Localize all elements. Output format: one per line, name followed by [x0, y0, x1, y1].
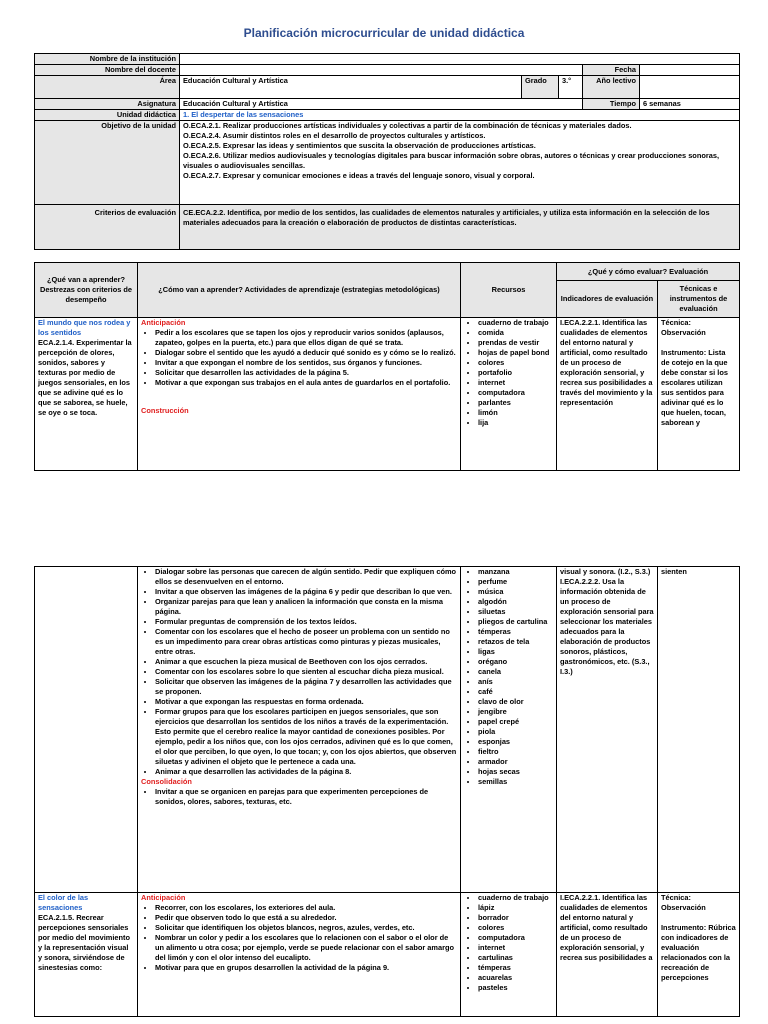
activity-item: • Dialogar sobre las personas que carecen de algún sentido. Pedir que expliquen cómo ellos se desenvuelven en el entorno.	[155, 567, 457, 587]
resource-item: • hojas secas	[478, 767, 553, 777]
resource-item: • manzana	[478, 567, 553, 577]
resource-item: • borrador	[478, 913, 553, 923]
activity-item: • Formar grupos para que los escolares participen en juegos sensoriales, que son ejercicios que desarrollan los sentidos de los niños a través de la experimentación. Esto permite que el cerebro realice la mayor cantidad de conexiones posibles. Por ejemplo, pedir a los niños que, con los ojos cerrados, adivinen qué es lo que comen, el olor que perciben, lo que oyen, lo que tocan; y, con los ojos abiertos, que observen siluetas y adivinen el objeto que le pertenece a cada una.	[155, 707, 457, 767]
activity-item: • Invitar a que observen las imágenes de la página 6 y pedir que describan lo que ven.	[155, 587, 457, 597]
resource-item: • computadora	[478, 388, 553, 398]
phase-label: Anticipación	[141, 893, 186, 902]
technique-text: Técnica: Observación	[661, 893, 706, 912]
resource-item: • portafolio	[478, 368, 553, 378]
resource-item: • internet	[478, 943, 553, 953]
time-value: 6 semanas	[640, 99, 740, 110]
year-label: Año lectivo	[583, 76, 640, 99]
resource-item: • lápiz	[478, 903, 553, 913]
resource-item: • esponjas	[478, 737, 553, 747]
skill-title: El color de las sensaciones	[38, 893, 89, 912]
criteria-value: CE.ECA.2.2. Identifica, por medio de los sentidos, las cualidades de elementos naturales y artificiales, y utiliza esta información en la selección de los materiales adecuados para la creación o elaboración de productos de distintas características.	[180, 205, 740, 250]
activity-item: • Comentar con los escolares que el hecho de poseer un problema con un sentido no es un impedimento para crear obras artísticas como pinturas y piezas musicales, entre otras.	[155, 627, 457, 657]
teacher-label: Nombre del docente	[35, 65, 180, 76]
subject-value: Educación Cultural y Artística	[180, 99, 583, 110]
objective-label: Objetivo de la unidad	[35, 121, 180, 205]
instrument-text: Instrumento: Lista de cotejo en la que debe constar si los escolares utilizan sus sentidos para adivinar qué es lo que huelen, tocan, saborean y	[661, 348, 728, 427]
skill-text: ECA.2.1.5. Recrear percepciones sensoriales por medio del movimiento y la representación visual y sonora, sirviéndose de sinestesias como:	[38, 913, 130, 972]
header-skills: ¿Qué van a aprender? Destrezas con criterios de desempeño	[35, 263, 138, 318]
activity-item: • Formular preguntas de comprensión de los textos leídos.	[155, 617, 457, 627]
header-evaluation: ¿Qué y cómo evaluar? Evaluación	[557, 263, 740, 281]
resource-item: • internet	[478, 378, 553, 388]
area-label: Área	[35, 76, 180, 99]
teacher-value[interactable]	[180, 65, 583, 76]
activity-item: • Solicitar que identifiquen los objetos blancos, negros, azules, verdes, etc.	[155, 923, 457, 933]
planning-table	[34, 262, 740, 471]
objective-item: O.ECA.2.1. Realizar producciones artísticas individuales y colectivas a partir de la combinación de técnicas y materiales dados.	[183, 121, 632, 130]
resource-item: • cuaderno de trabajo	[478, 893, 553, 903]
activity-item: • Motivar para que en grupos desarrollen la actividad de la página 9.	[155, 963, 457, 973]
activity-item: • Motivar a que expongan las respuestas en forma ordenada.	[155, 697, 457, 707]
resource-item: • colores	[478, 358, 553, 368]
resource-item: • canela	[478, 667, 553, 677]
indicator-cell: visual y sonora. (I.2., S.3.) I.ECA.2.2.2. Usa la información obtenida de un proceso de exploración sensorial para seleccionar los materiales adecuados para la elaboración de productos sonoros, plásticos, gastronómicos, etc. (S.3., I.3.)	[557, 567, 658, 893]
resource-item: • orégano	[478, 657, 553, 667]
resource-item: • pliegos de cartulina	[478, 617, 553, 627]
indicator-cell: I.ECA.2.2.1. Identifica las cualidades de elementos del entorno natural y artificial, como resultado de un proceso de exploración sensorial, y recrea sus posibilidades a	[557, 893, 658, 1017]
resource-item: • computadora	[478, 933, 553, 943]
resource-item: • cartulinas	[478, 953, 553, 963]
date-value[interactable]	[640, 65, 740, 76]
activity-item: • Solicitar que desarrollen las actividades de la página 5.	[155, 368, 457, 378]
activity-item: • Animar a que escuchen la pieza musical de Beethoven con los ojos cerrados.	[155, 657, 457, 667]
date-label: Fecha	[583, 65, 640, 76]
phase-label: Consolidación	[141, 777, 192, 786]
objective-item: O.ECA.2.5. Expresar las ideas y sentimientos que suscita la observación de producciones artísticas.	[183, 141, 536, 150]
unit-value: 1. El despertar de las sensaciones	[180, 110, 740, 121]
resource-item: • fieltro	[478, 747, 553, 757]
header-activities: ¿Cómo van a aprender? Actividades de aprendizaje (estrategias metodológicas)	[138, 263, 461, 318]
resources-cell	[461, 567, 557, 893]
header-techniques: Técnicas e instrumentos de evaluación	[658, 281, 740, 318]
activity-item: • Dialogar sobre el sentido que les ayudó a deducir qué sonido es y cómo se lo realizó.	[155, 348, 457, 358]
resource-item: • jengibre	[478, 707, 553, 717]
resource-item: • café	[478, 687, 553, 697]
phase-label: Anticipación	[141, 318, 186, 327]
activity-item: • Recorrer, con los escolares, los exteriores del aula.	[155, 903, 457, 913]
criteria-label: Criterios de evaluación	[35, 205, 180, 250]
info-table	[34, 53, 740, 250]
objectives-cell	[180, 121, 740, 205]
skill-cell	[35, 893, 138, 1017]
resource-item: • acuarelas	[478, 973, 553, 983]
activity-item: • Pedir que observen todo lo que está a su alrededor.	[155, 913, 457, 923]
time-label: Tiempo	[583, 99, 640, 110]
activity-item: • Invitar a que expongan el nombre de los sentidos, sus órganos y funciones.	[155, 358, 457, 368]
technique-text: Técnica: Observación	[661, 318, 706, 337]
grade-value: 3.°	[559, 76, 583, 99]
activity-item: • Solicitar que observen las imágenes de la página 7 y desarrollen las actividades que se proponen.	[155, 677, 457, 697]
resource-item: • lija	[478, 418, 553, 428]
resource-item: • piola	[478, 727, 553, 737]
technique-cell	[658, 318, 740, 471]
planning-table-continued	[34, 566, 740, 1017]
instrument-text: Instrumento: Rúbrica con indicadores de evaluación relacionados con la recreación de percepciones	[661, 923, 736, 982]
resource-item: • anís	[478, 677, 553, 687]
activity-item: • Pedir a los escolares que se tapen los ojos y reproducir varios sonidos (aplausos, zapateo, golpes en la puerta, etc.) para que ellos digan de qué se trata.	[155, 328, 457, 348]
skill-cell	[35, 318, 138, 471]
resource-item: • papel crepé	[478, 717, 553, 727]
technique-cell: sienten	[658, 567, 740, 893]
resources-cell	[461, 893, 557, 1017]
resource-item: • prendas de vestir	[478, 338, 553, 348]
activity-item: • Invitar a que se organicen en parejas para que experimenten percepciones de sonidos, olores, sabores, texturas, etc.	[155, 787, 457, 807]
activity-item: • Nombrar un color y pedir a los escolares que lo relacionen con el sabor o el olor de un alimento u otra cosa; por ejemplo, verde se puede relacionar con el sabor amargo del limón y con el olor intenso del eucalipto.	[155, 933, 457, 963]
grade-label: Grado	[522, 76, 559, 99]
institution-value[interactable]	[180, 54, 740, 65]
technique-cell	[658, 893, 740, 1017]
resource-item: • témperas	[478, 963, 553, 973]
resource-item: • retazos de tela	[478, 637, 553, 647]
skill-text: ECA.2.1.4. Experimentar la percepción de olores, sonidos, sabores y texturas por medio de juegos sensoriales, en los que se adivine qué es lo que se saborea, se huele, se oye o se toca.	[38, 338, 132, 417]
resource-item: • comida	[478, 328, 553, 338]
unit-label: Unidad didáctica	[35, 110, 180, 121]
header-resources: Recursos	[461, 263, 557, 318]
resource-item: • semillas	[478, 777, 553, 787]
objective-item: O.ECA.2.6. Utilizar medios audiovisuales y tecnologías digitales para buscar información sobre obras, autores o técnicas y crear producciones sonoras, visuales o audiovisuales sencillas.	[183, 151, 719, 170]
resource-item: • parlantes	[478, 398, 553, 408]
activities-cell	[138, 318, 461, 471]
resource-item: • cuaderno de trabajo	[478, 318, 553, 328]
header-indicators: Indicadores de evaluación	[557, 281, 658, 318]
subject-label: Asignatura	[35, 99, 180, 110]
indicator-cell: I.ECA.2.2.1. Identifica las cualidades de elementos del entorno natural y artificial, como resultado de un proceso de exploración sensorial, y recrea sus posibilidades a través del movimiento y la representación	[557, 318, 658, 471]
resource-item: • pasteles	[478, 983, 553, 993]
resource-item: • siluetas	[478, 607, 553, 617]
area-value: Educación Cultural y Artística	[180, 76, 522, 99]
resource-item: • música	[478, 587, 553, 597]
resource-item: • colores	[478, 923, 553, 933]
page-title: Planificación microcurricular de unidad didáctica	[243, 26, 525, 40]
resource-item: • hojas de papel bond	[478, 348, 553, 358]
resource-item: • perfume	[478, 577, 553, 587]
activity-item: • Animar a que desarrollen las actividades de la página 8.	[155, 767, 457, 777]
activities-cell	[138, 567, 461, 893]
year-value[interactable]	[640, 76, 740, 99]
resource-item: • clavo de olor	[478, 697, 553, 707]
resource-item: • témperas	[478, 627, 553, 637]
resource-item: • armador	[478, 757, 553, 767]
activity-item: • Comentar con los escolares sobre lo que sienten al escuchar dicha pieza musical.	[155, 667, 457, 677]
objective-item: O.ECA.2.4. Asumir distintos roles en el desarrollo de proyectos culturales y artísticos.	[183, 131, 486, 140]
resource-item: • algodón	[478, 597, 553, 607]
institution-label: Nombre de la institución	[35, 54, 180, 65]
phase-label: Construcción	[141, 406, 189, 415]
activity-item: • Organizar parejas para que lean y analicen la información que consta en la misma página.	[155, 597, 457, 617]
activities-cell	[138, 893, 461, 1017]
objective-item: O.ECA.2.7. Expresar y comunicar emociones e ideas a través del lenguaje sonoro, visual y corporal.	[183, 171, 535, 180]
skill-title: El mundo que nos rodea y los sentidos	[38, 318, 131, 337]
resource-item: • ligas	[478, 647, 553, 657]
resources-cell	[461, 318, 557, 471]
skill-cell	[35, 567, 138, 893]
resource-item: • limón	[478, 408, 553, 418]
activity-item: • Motivar a que expongan sus trabajos en el aula antes de guardarlos en el portafolio.	[155, 378, 457, 388]
